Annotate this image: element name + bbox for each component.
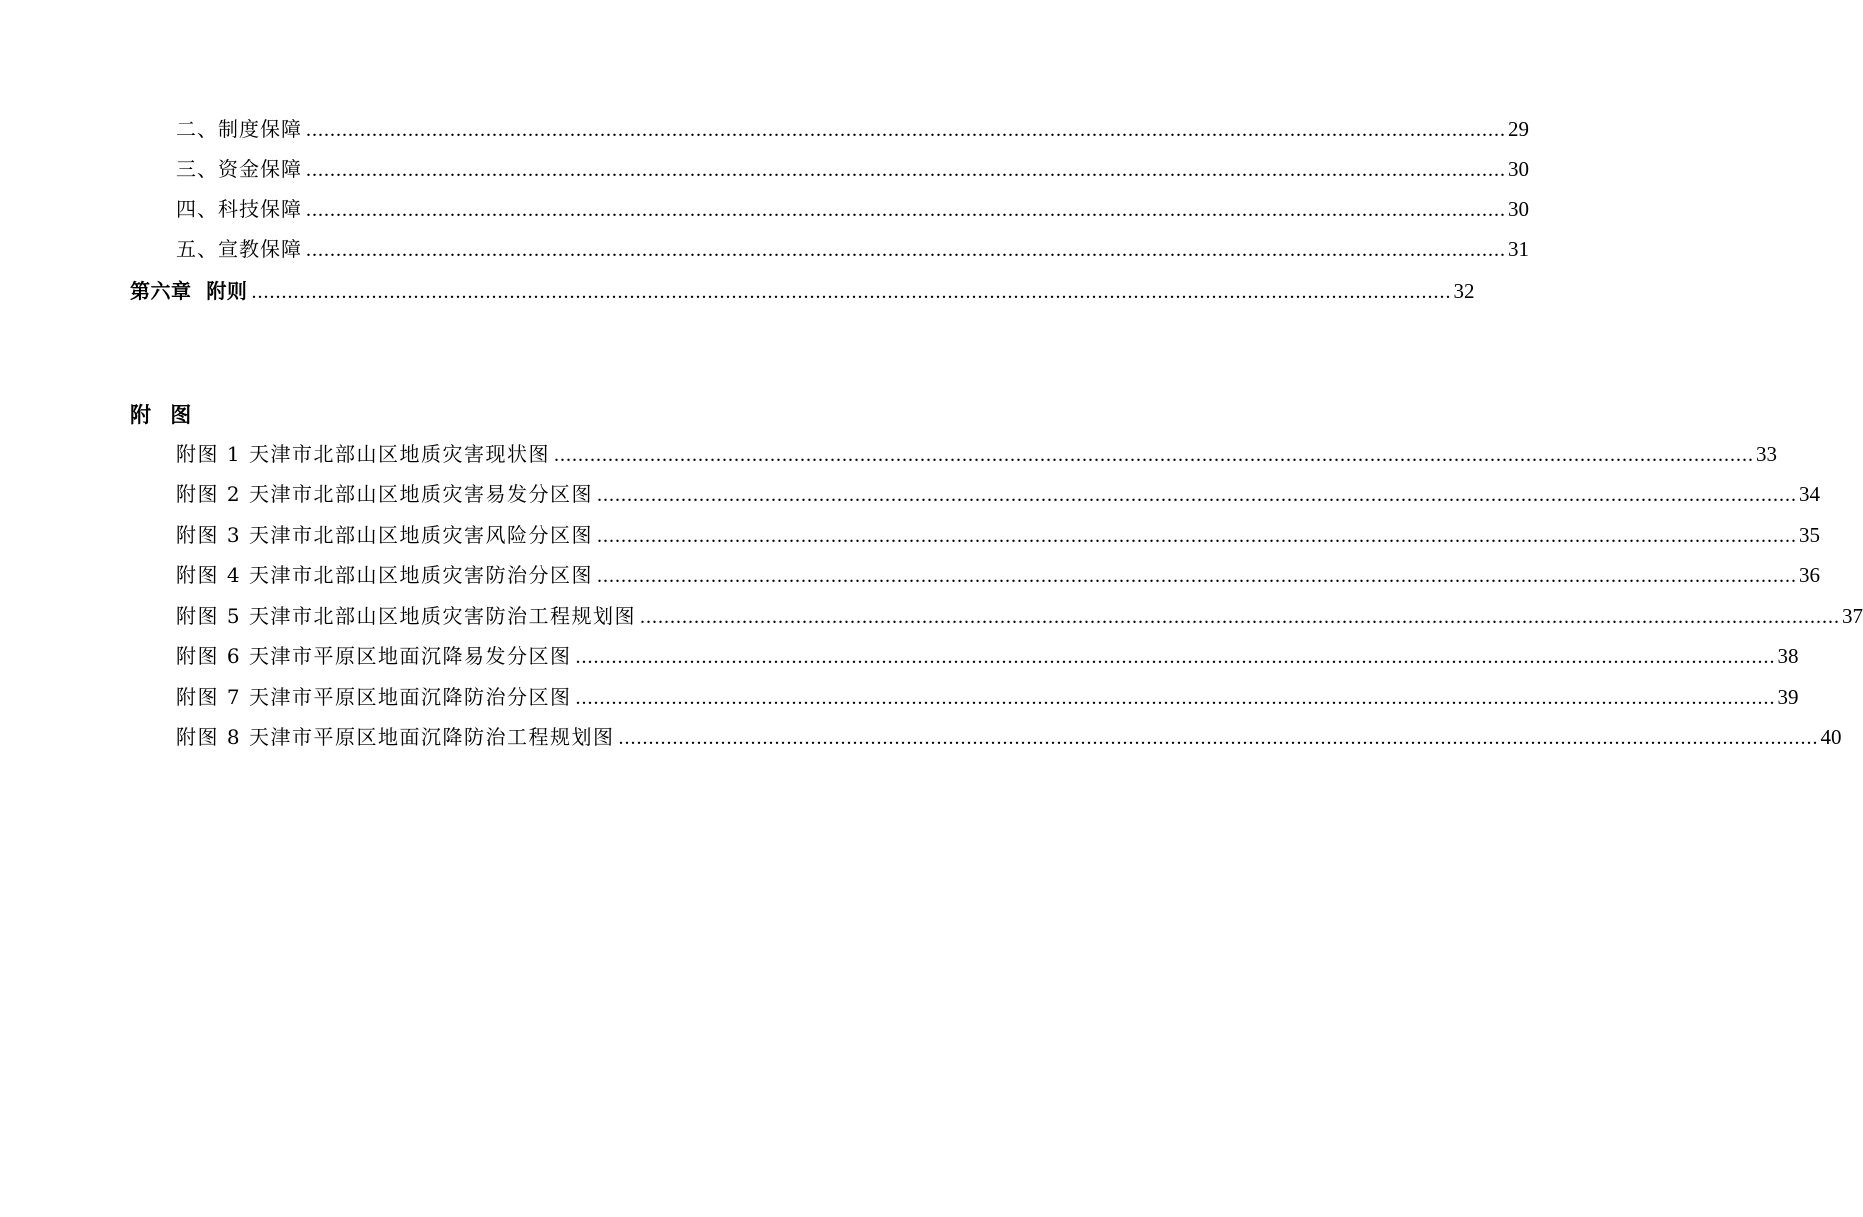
toc-entry-label: 附图 8 天津市平原区地面沉降防治工程规划图 [176,725,615,749]
toc-entry-funding-guarantee[interactable] [176,152,1529,186]
toc-entry-figure-2[interactable] [176,477,1820,511]
toc-page-number: 39 [1777,685,1799,709]
toc-entry-label: 五、宣教保障 [176,237,302,261]
toc-page-number: 31 [1508,237,1529,261]
toc-page-number: 35 [1798,523,1820,547]
toc-entry-chapter-six[interactable] [130,274,1475,308]
toc-page-number: 34 [1798,482,1820,506]
toc-entry-label: 附图 4 天津市北部山区地质灾害防治分区图 [176,563,593,587]
toc-entry-label: 三、资金保障 [176,157,302,181]
toc-entry-label: 附图 3 天津市北部山区地质灾害风险分区图 [176,523,593,547]
toc-page-number: 33 [1755,442,1777,466]
toc-dot-leader: ........................................................................................................................................................................................................ [639,606,1840,628]
toc-dot-leader: ........................................................................................................................................................................................................ [596,565,1797,587]
toc-dot-leader: ........................................................................................................................................................................................................ [306,239,1506,261]
toc-entry-label: 附图 2 天津市北部山区地质灾害易发分区图 [176,482,593,506]
toc-dot-leader: ........................................................................................................................................................................................................ [251,281,1452,303]
toc-entry-institutional-guarantee[interactable] [176,112,1529,146]
toc-page-number: 36 [1798,563,1820,587]
toc-entry-figure-4[interactable] [176,558,1820,592]
toc-page-number: 29 [1508,117,1529,141]
toc-dot-leader: ........................................................................................................................................................................................................ [596,484,1797,506]
toc-entry-figure-6[interactable] [176,639,1799,673]
toc-entry-label: 附图 1 天津市北部山区地质灾害现状图 [176,442,550,466]
toc-entry-figure-3[interactable] [176,518,1820,552]
toc-entry-technology-guarantee[interactable] [176,192,1529,226]
toc-dot-leader: ........................................................................................................................................................................................................ [306,119,1506,141]
toc-dot-leader: ........................................................................................................................................................................................................ [306,199,1506,221]
toc-entry-label: 附图 6 天津市平原区地面沉降易发分区图 [176,644,572,668]
toc-entry-label: 附图 5 天津市北部山区地质灾害防治工程规划图 [176,604,636,628]
toc-entry-figure-7[interactable] [176,680,1799,714]
toc-entry-figure-1[interactable] [176,437,1777,471]
toc-dot-leader: ........................................................................................................................................................................................................ [306,159,1506,181]
toc-entry-figure-5[interactable] [176,599,1863,633]
toc-dot-leader: ........................................................................................................................................................................................................ [575,646,1776,668]
toc-page-number: 38 [1777,644,1799,668]
toc-page-number: 40 [1820,725,1842,749]
toc-entry-publicity-guarantee[interactable] [176,232,1529,266]
toc-chapter-label: 第六章 附则 [130,279,248,303]
toc-page-number: 37 [1841,604,1863,628]
toc-entry-label: 附图 7 天津市平原区地面沉降防治分区图 [176,685,572,709]
toc-entry-label: 二、制度保障 [176,117,302,141]
toc-page-number: 30 [1508,157,1529,181]
toc-page-number: 32 [1453,279,1475,303]
toc-entry-figure-8[interactable] [176,720,1842,754]
toc-dot-leader: ........................................................................................................................................................................................................ [596,525,1797,547]
toc-page-number: 30 [1508,197,1529,221]
toc-dot-leader: ........................................................................................................................................................................................................ [553,444,1754,466]
figures-heading: 附 图 [130,402,198,427]
toc-entry-label: 四、科技保障 [176,197,302,221]
toc-dot-leader: ........................................................................................................................................................................................................ [575,687,1776,709]
toc-dot-leader: ........................................................................................................................................................................................................ [618,727,1819,749]
